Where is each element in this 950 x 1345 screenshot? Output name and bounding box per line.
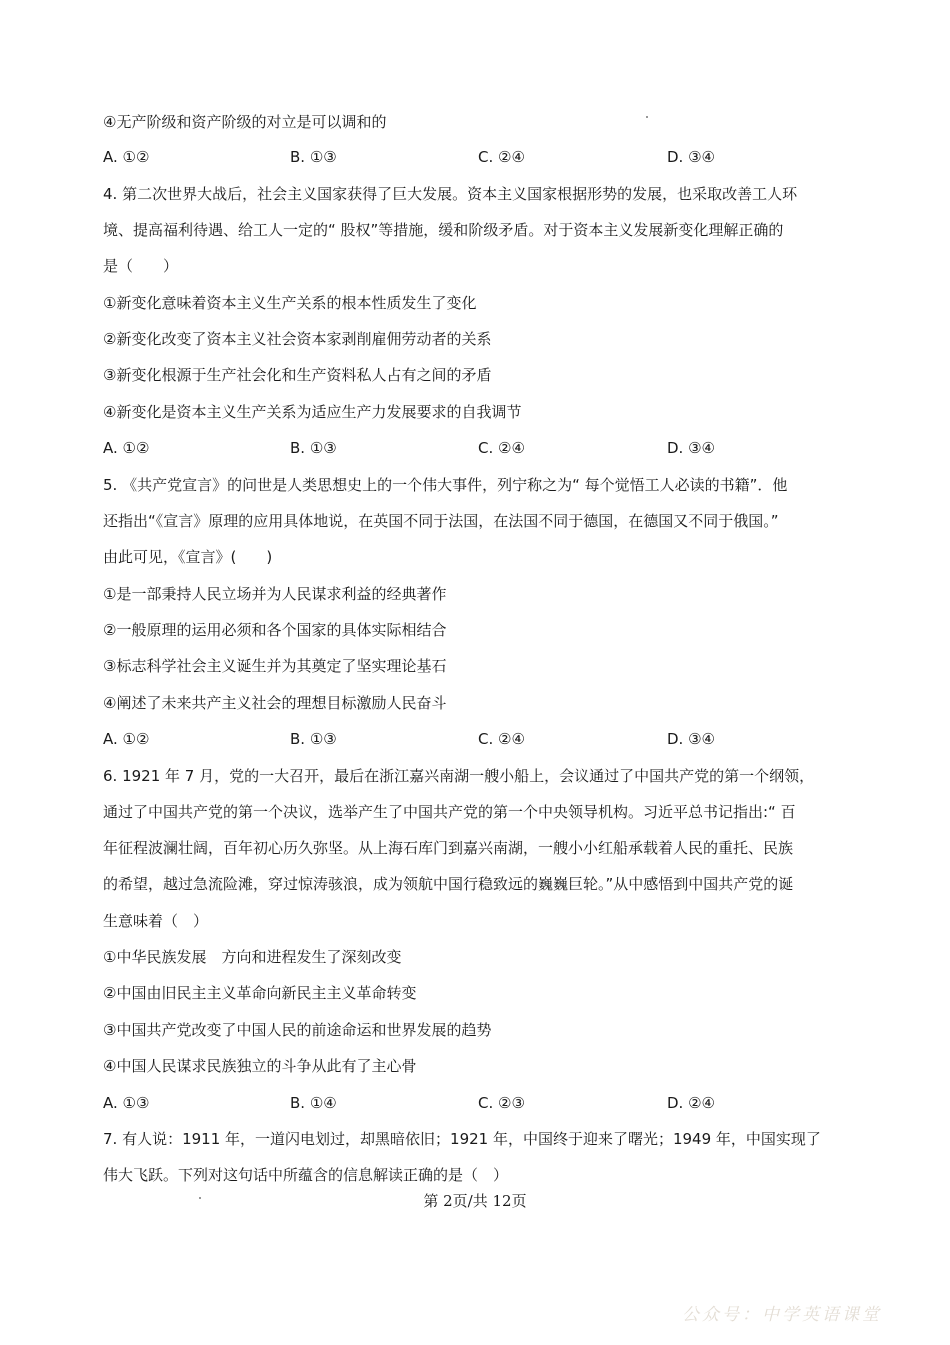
q5-stem-line-2: 还指出“《宣言》原理的应用具体地说，在英国不同于法国，在法国不同于德国，在德国又不同于俄国。” (103, 512, 779, 530)
option-b: B. ①③ (290, 439, 337, 457)
q6-stem-line-4: 的希望，越过急流险滩，穿过惊涛骇浪，成为领航中国行稳致远的巍巍巨轮。”从中感悟到中国共产党的诞 (103, 875, 794, 893)
q6-item-3: ③中国共产党改变了中国人民的前途命运和世界发展的趋势 (103, 1021, 492, 1039)
option-c: C. ②④ (478, 730, 525, 748)
page-footer: 第 2页/共 12页 (423, 1192, 527, 1210)
q6-stem-line-1: 6. 1921 年 7 月，党的一大召开，最后在浙江嘉兴南湖一艘小船上，会议通过了中国共产党的第一个纲领， (103, 767, 815, 785)
q5-item-3: ③标志科学社会主义诞生并为其奠定了坚实理论基石 (103, 657, 447, 675)
q5-item-2: ②一般原理的运用必须和各个国家的具体实际相结合 (103, 621, 447, 639)
watermark: 公众号：中学英语课堂 (682, 1305, 882, 1325)
option-d: D. ②④ (667, 1094, 715, 1112)
q6-stem-line-2: 通过了中国共产党的第一个决议，选举产生了中国共产党的第一个中央领导机构。习近平总书记指出:“ 百 (103, 803, 796, 821)
option-d: D. ③④ (667, 148, 715, 166)
option-b: B. ①④ (290, 1094, 337, 1112)
option-a: A. ①② (103, 439, 150, 457)
q5-stem-line-1: 5. 《共产党宣言》的问世是人类思想史上的一个伟大事件，列宁称之为“ 每个觉悟工人必读的书籍”．他 (103, 476, 788, 494)
q7-stem-line-2: 伟大飞跃。下列对这句话中所蕴含的信息解读正确的是（ ） (103, 1166, 509, 1184)
option-a: A. ①③ (103, 1094, 150, 1112)
q6-stem-line-5: 生意味着（ ） (103, 912, 209, 930)
option-d: D. ③④ (667, 730, 715, 748)
option-c: C. ②④ (478, 148, 525, 166)
q4-item-1: ①新变化意味着资本主义生产关系的根本性质发生了变化 (103, 294, 477, 312)
q4-stem-line-2: 境、提高福利待遇、给工人一定的“ 股权”等措施，缓和阶级矛盾。对于资本主义发展新变化理解正确的 (103, 221, 784, 239)
q4-stem-line-1: 4. 第二次世界大战后，社会主义国家获得了巨大发展。资本主义国家根据形势的发展，也采取改善工人环 (103, 185, 798, 203)
q7-stem-line-1: 7. 有人说：1911 年，一道闪电划过，却黑暗依旧；1921 年，中国终于迎来了曙光；1949 年，中国实现了 (103, 1130, 821, 1148)
option-c: C. ②④ (478, 439, 525, 457)
q6-item-2: ②中国由旧民主主义革命向新民主主义革命转变 (103, 984, 417, 1002)
q5-item-1: ①是一部秉持人民立场并为人民谋求利益的经典著作 (103, 585, 447, 603)
q6-item-4: ④中国人民谋求民族独立的斗争从此有了主心骨 (103, 1057, 417, 1075)
option-b: B. ①③ (290, 148, 337, 166)
option-a: A. ①② (103, 730, 150, 748)
option-b: B. ①③ (290, 730, 337, 748)
q5-stem-line-3: 由此可见，《宣言》( ) (103, 548, 273, 566)
q6-item-1: ①中华民族发展 方向和进程发生了深刻改变 (103, 948, 402, 966)
q4-item-2: ②新变化改变了资本主义社会资本家剥削雇佣劳动者的关系 (103, 330, 492, 348)
prev-item-4: ④无产阶级和资产阶级的对立是可以调和的 (103, 113, 387, 131)
option-a: A. ①② (103, 148, 150, 166)
q6-stem-line-3: 年征程波澜壮阔，百年初心历久弥坚。从上海石库门到嘉兴南湖，一艘小小红船承载着人民的重托、民族 (103, 839, 794, 857)
q5-item-4: ④阐述了未来共产主义社会的理想目标激励人民奋斗 (103, 694, 447, 712)
q4-stem-line-3: 是（ ） (103, 257, 179, 275)
scan-speck (646, 116, 648, 118)
q4-item-3: ③新变化根源于生产社会化和生产资料私人占有之间的矛盾 (103, 366, 492, 384)
option-d: D. ③④ (667, 439, 715, 457)
option-c: C. ②③ (478, 1094, 525, 1112)
q4-item-4: ④新变化是资本主义生产关系为适应生产力发展要求的自我调节 (103, 403, 522, 421)
